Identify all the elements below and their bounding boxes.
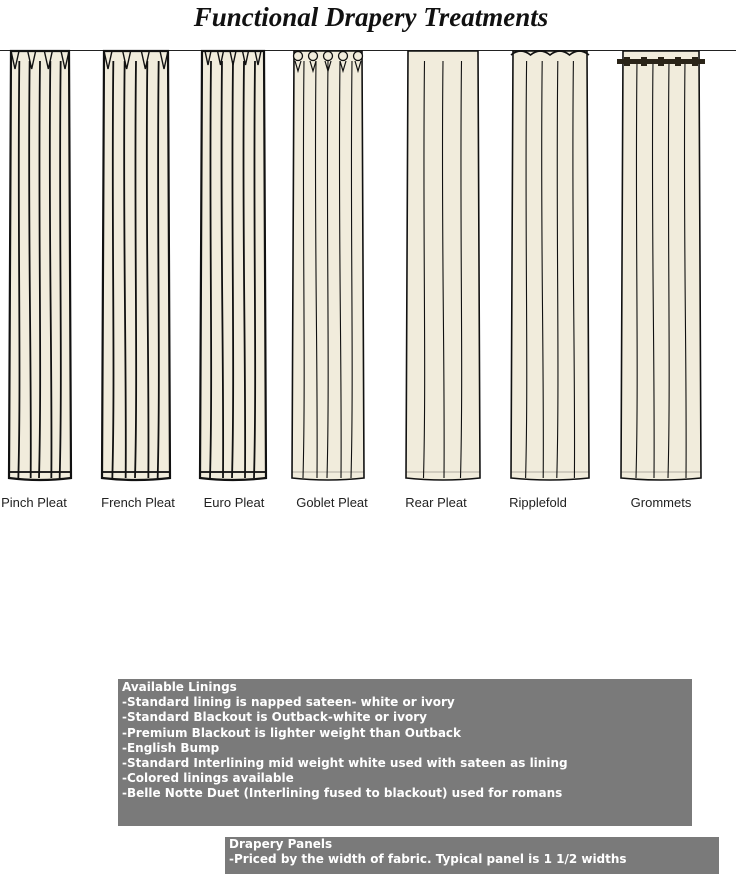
curtain-panel (621, 51, 701, 480)
curtain-panel (511, 51, 589, 480)
rear-pleat-drawing (405, 46, 481, 486)
label-grommets: Grommets (630, 495, 692, 510)
linings-heading: Available Linings (122, 680, 237, 694)
lining-item: -Standard Interlining mid weight white used with sateen as lining (122, 756, 568, 771)
fold-line (18, 61, 19, 478)
label-euro-pleat: Euro Pleat (203, 495, 265, 510)
goblet-cup (354, 52, 363, 61)
lining-item: -English Bump (122, 740, 220, 755)
grommet-ring (692, 57, 698, 66)
panels-heading: Drapery Panels (229, 837, 333, 851)
label-ripplefold: Ripplefold (509, 495, 567, 510)
lining-item: -Premium Blackout is lighter weight than Outback (122, 725, 462, 740)
grommet-ring (675, 57, 681, 66)
lining-item: -Belle Notte Duet (Interlining fused to blackout) used for romans (122, 786, 563, 801)
fold-line (39, 61, 40, 478)
fold-line (232, 61, 233, 478)
linings-box (118, 679, 692, 826)
grommet-ring (658, 57, 664, 66)
pinch-pleat-drawing (8, 46, 72, 486)
grommets-drawing (620, 46, 710, 486)
fold-line (158, 61, 159, 478)
goblet-pleat-drawing (291, 46, 365, 486)
drapery-panels-box (225, 837, 719, 874)
grommet-ring (624, 57, 630, 66)
goblet-cup (324, 52, 333, 61)
french-pleat-drawing (101, 46, 171, 486)
goblet-cup (294, 52, 303, 61)
grommet-ring (641, 57, 647, 66)
goblet-cup (309, 52, 318, 61)
label-french-pleat: French Pleat (101, 495, 175, 510)
ripplefold-drawing (510, 46, 590, 486)
fold-line (112, 61, 113, 478)
fold-line (60, 61, 61, 478)
lining-item: -Standard lining is napped sateen- white or ivory (122, 695, 455, 710)
lining-item: -Colored linings available (122, 771, 294, 786)
fold-line (254, 61, 255, 478)
page-title: Functional Drapery Treatments (193, 2, 549, 32)
fold-line (210, 61, 211, 478)
label-rear-pleat: Rear Pleat (405, 495, 467, 510)
fold-line (135, 61, 136, 478)
lining-item: -Standard Blackout is Outback-white or ivory (122, 710, 427, 725)
goblet-cup (339, 52, 348, 61)
label-goblet-pleat: Goblet Pleat (296, 495, 368, 510)
euro-pleat-drawing (199, 46, 267, 486)
panels-note: -Priced by the width of fabric. Typical panel is 1 1/2 widths (229, 852, 627, 867)
label-pinch-pleat: Pinch Pleat (1, 495, 67, 510)
